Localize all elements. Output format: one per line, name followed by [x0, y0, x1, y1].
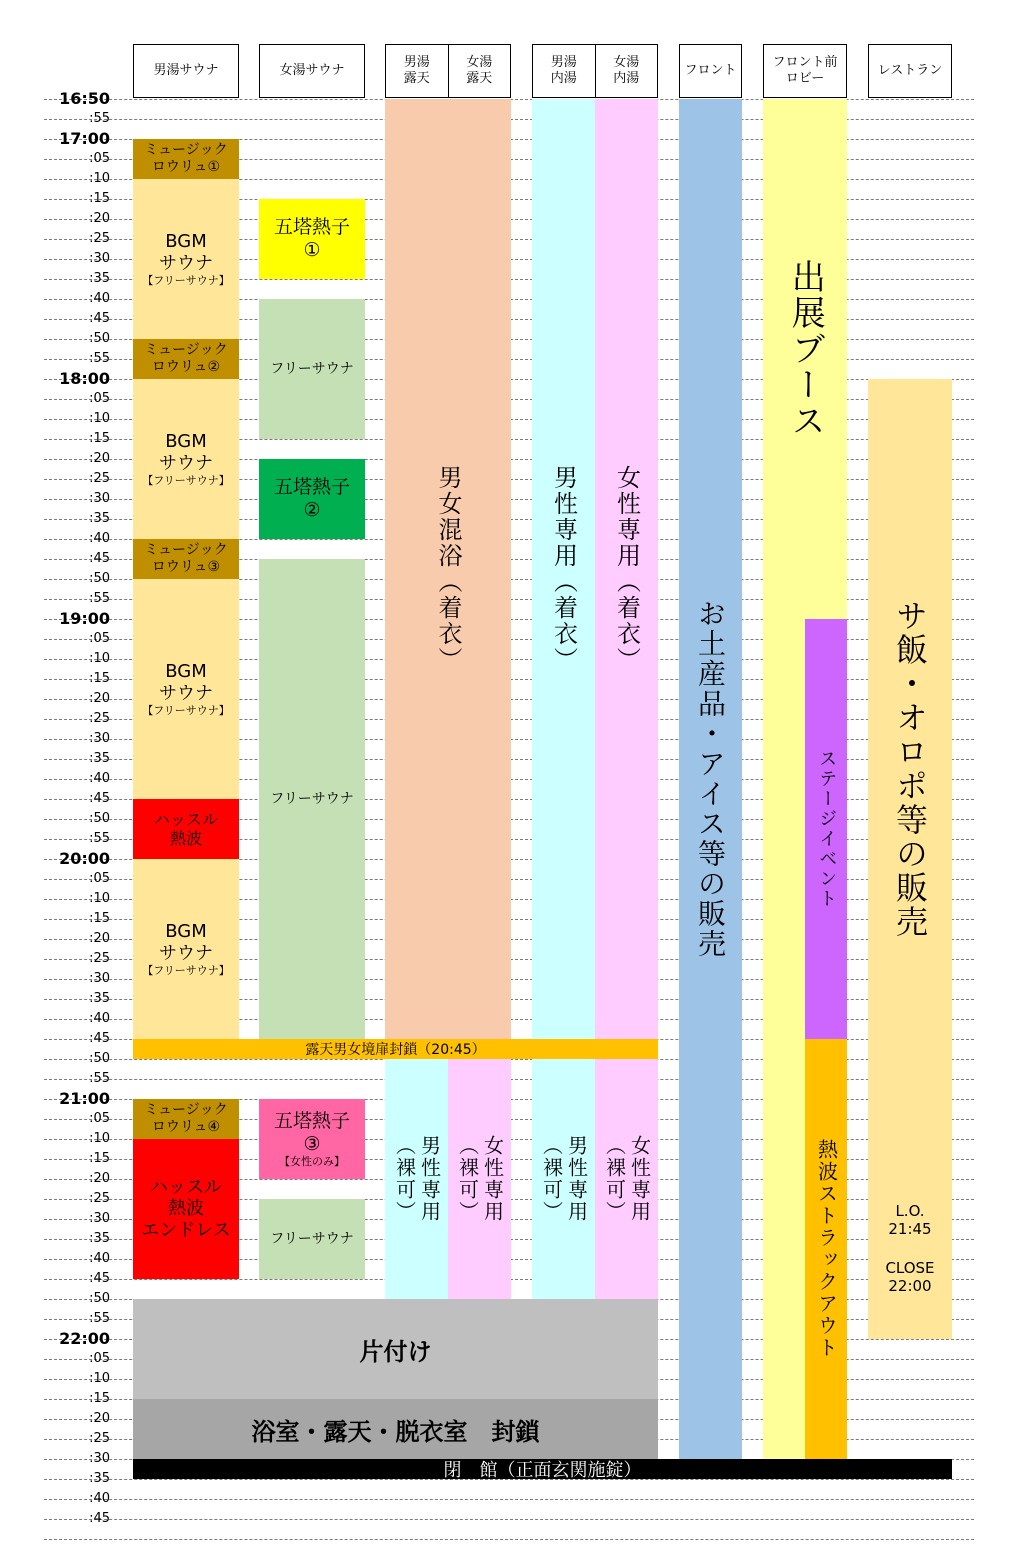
goto-nesshi-3-text: 五塔熱子 ③	[273, 1109, 350, 1155]
time-label: :55	[89, 111, 110, 126]
front-sales	[679, 99, 742, 1459]
music-roryu-3-label	[144, 542, 227, 576]
hustle-neppa	[133, 799, 239, 859]
free-sauna-w1-label	[270, 361, 353, 378]
time-label: :45	[89, 1031, 110, 1046]
time-label: :05	[89, 631, 110, 646]
time-label: :15	[89, 671, 110, 686]
time-label: :05	[89, 1351, 110, 1366]
time-label: :40	[89, 1251, 110, 1266]
time-label: :10	[89, 411, 110, 426]
restaurant-lo-note: L.O. 21:45	[888, 1202, 932, 1238]
outdoor-men-nude-text: 男性専用 （裸可）	[392, 1135, 442, 1223]
goto-nesshi-3	[259, 1099, 365, 1179]
outdoor-gate-lock-bar	[133, 1039, 658, 1059]
column-header-left: 男湯 内湯	[550, 55, 577, 86]
music-roryu-1-label	[144, 142, 227, 176]
music-roryu-2	[133, 339, 239, 379]
column-header: 女湯サウナ	[259, 44, 365, 98]
hustle-neppa-label	[154, 810, 218, 848]
time-label: :30	[89, 731, 110, 746]
indoor-women-nude-text: 女性専用 （裸可）	[602, 1135, 652, 1223]
time-label: :35	[89, 271, 110, 286]
time-label: :45	[89, 311, 110, 326]
closing-bar	[133, 1459, 952, 1479]
outdoor-women-nude-label	[455, 1135, 505, 1223]
restaurant-close-note: CLOSE 22:00	[885, 1259, 935, 1295]
free-sauna-w3-text: フリーサウナ	[270, 1230, 354, 1247]
time-label: 17:00	[59, 129, 110, 148]
time-label: :20	[89, 691, 110, 706]
hustle-neppa-endless-label	[141, 1177, 230, 1242]
music-roryu-3	[133, 539, 239, 579]
time-label: :20	[89, 931, 110, 946]
bgm-sauna-1	[133, 179, 239, 339]
stage-event-text: ステージイベント	[816, 749, 838, 909]
time-label: :45	[89, 791, 110, 806]
time-label: 22:00	[59, 1329, 110, 1348]
time-label: :25	[89, 231, 110, 246]
goto-nesshi-1	[259, 199, 365, 279]
column-header-left: 男湯 露天	[403, 55, 430, 86]
time-label: :40	[89, 771, 110, 786]
music-roryu-4	[133, 1099, 239, 1139]
bgm-sauna-4-sub: 【フリーサウナ】	[142, 964, 230, 978]
indoor-men-nude-text: 男性専用 （裸可）	[539, 1135, 589, 1223]
free-sauna-w3	[259, 1199, 365, 1279]
time-label: :50	[89, 331, 110, 346]
bgm-sauna-1-label	[142, 231, 230, 287]
column-header: フロント前 ロビー	[763, 44, 847, 98]
time-label: :20	[89, 1411, 110, 1426]
closing-bar-label: 閉 館（正面玄関施錠）	[443, 1460, 642, 1479]
time-label: :45	[89, 1271, 110, 1286]
bgm-sauna-1-sub: 【フリーサウナ】	[142, 274, 230, 288]
restaurant-sales-label	[890, 379, 930, 939]
time-label: :10	[89, 1371, 110, 1386]
time-label: :20	[89, 1171, 110, 1186]
column-header-right: 女湯 内湯	[595, 45, 658, 97]
free-sauna-w2-text: フリーサウナ	[270, 790, 354, 807]
bgm-sauna-4-label	[142, 921, 230, 977]
column-header	[385, 44, 511, 98]
restaurant-sales-text: サ飯・オロポ等の販売	[891, 599, 929, 939]
neppa-struck-out	[805, 1039, 847, 1459]
bgm-sauna-3-label	[142, 661, 230, 717]
exhibit-booth-text: 出展ブース	[785, 259, 826, 439]
goto-nesshi-2	[259, 459, 365, 539]
time-label: :10	[89, 891, 110, 906]
indoor-men-nude-label	[539, 1135, 589, 1223]
time-label: :05	[89, 871, 110, 886]
bgm-sauna-2	[133, 379, 239, 539]
free-sauna-w2-label	[270, 791, 353, 808]
neppa-struck-out-label	[814, 1139, 839, 1359]
cleanup-block-label: 片付け	[359, 1337, 432, 1366]
time-label: :15	[89, 431, 110, 446]
time-label: :10	[89, 1131, 110, 1146]
bgm-sauna-2-sub: 【フリーサウナ】	[142, 474, 230, 488]
goto-nesshi-3-sub: 【女性のみ】	[278, 1155, 345, 1169]
time-label: :55	[89, 591, 110, 606]
time-label: :45	[89, 1511, 110, 1526]
bgm-sauna-2-label	[142, 431, 230, 487]
time-label: :35	[89, 1471, 110, 1486]
time-label: :50	[89, 811, 110, 826]
indoor-women-clothed-text: 女性専用（着衣）	[612, 465, 641, 673]
time-label: :30	[89, 1211, 110, 1226]
grid-line	[44, 1539, 974, 1540]
bgm-sauna-3	[133, 579, 239, 799]
bgm-sauna-1-text: BGM サウナ	[159, 230, 213, 274]
indoor-men-nude	[532, 1059, 595, 1299]
stage-event	[805, 619, 847, 1039]
grid-line	[44, 1479, 974, 1480]
column-header	[532, 44, 658, 98]
outdoor-women-nude-text: 女性専用 （裸可）	[455, 1135, 505, 1223]
bgm-sauna-3-sub: 【フリーサウナ】	[142, 704, 230, 718]
time-label: :20	[89, 211, 110, 226]
mixed-bathing-text: 男女混浴（着衣）	[434, 465, 462, 673]
time-label: :40	[89, 1011, 110, 1026]
time-label: :35	[89, 751, 110, 766]
time-label: :15	[89, 911, 110, 926]
exhibit-booth-label	[784, 99, 827, 439]
music-roryu-3-text: ミュージック ロウリュ③	[144, 542, 228, 575]
goto-nesshi-2-label	[274, 476, 350, 522]
column-header-right: 女湯 露天	[448, 45, 511, 97]
mixed-bathing-label	[433, 465, 463, 673]
time-label: :25	[89, 471, 110, 486]
time-label: 18:00	[59, 369, 110, 388]
mixed-bathing	[385, 99, 511, 1039]
time-label: 19:00	[59, 609, 110, 628]
time-label: :15	[89, 1391, 110, 1406]
outdoor-gate-lock-bar-label: 露天男女境扉封鎖（20:45）	[305, 1042, 486, 1058]
time-label: :05	[89, 391, 110, 406]
time-label: :25	[89, 1431, 110, 1446]
free-sauna-w1	[259, 299, 365, 439]
goto-nesshi-2-text: 五塔熱子 ②	[273, 476, 350, 521]
time-label: :55	[89, 1071, 110, 1086]
bgm-sauna-4	[133, 859, 239, 1039]
bgm-sauna-2-text: BGM サウナ	[159, 430, 213, 474]
bgm-sauna-3-text: BGM サウナ	[159, 660, 213, 704]
column-header: レストラン	[868, 44, 952, 98]
music-roryu-1	[133, 139, 239, 179]
time-label: :45	[89, 551, 110, 566]
time-label: :55	[89, 831, 110, 846]
time-label: :05	[89, 1111, 110, 1126]
time-label: :35	[89, 1231, 110, 1246]
front-sales-text: お土産品・アイス等の販売	[694, 599, 727, 959]
time-label: :40	[89, 531, 110, 546]
indoor-men-clothed-label	[549, 465, 579, 673]
time-label: :55	[89, 1311, 110, 1326]
goto-nesshi-3-label	[274, 1110, 350, 1169]
time-label: :55	[89, 351, 110, 366]
music-roryu-4-text: ミュージック ロウリュ④	[144, 1102, 228, 1135]
front-sales-label	[693, 599, 728, 959]
outdoor-men-nude-label	[392, 1135, 442, 1223]
time-label: :50	[89, 1051, 110, 1066]
indoor-women-nude	[595, 1059, 658, 1299]
neppa-struck-out-text: 熱波ストラックアウト	[814, 1139, 839, 1359]
time-label: :15	[89, 1151, 110, 1166]
outdoor-women-nude	[448, 1059, 511, 1299]
music-roryu-2-label	[144, 342, 227, 376]
goto-nesshi-1-text: 五塔熱子 ①	[273, 216, 350, 261]
time-label: :50	[89, 1291, 110, 1306]
hustle-neppa-endless	[133, 1139, 239, 1279]
indoor-women-clothed	[595, 99, 658, 1039]
bgm-sauna-4-text: BGM サウナ	[159, 920, 213, 964]
bath-closure-block	[133, 1399, 658, 1459]
time-label: :30	[89, 1451, 110, 1466]
indoor-women-nude-label	[602, 1135, 652, 1223]
time-label: :10	[89, 171, 110, 186]
free-sauna-w3-label	[270, 1231, 353, 1248]
cleanup-block	[133, 1299, 658, 1399]
time-label: :05	[89, 151, 110, 166]
time-label: :35	[89, 511, 110, 526]
free-sauna-w1-text: フリーサウナ	[270, 360, 354, 377]
time-label: :30	[89, 251, 110, 266]
free-sauna-w2	[259, 559, 365, 1039]
music-roryu-1-text: ミュージック ロウリュ①	[144, 142, 228, 175]
indoor-men-clothed	[532, 99, 595, 1039]
time-label: :30	[89, 971, 110, 986]
hustle-neppa-text: ハッスル 熱波	[153, 809, 218, 848]
time-label: :50	[89, 571, 110, 586]
goto-nesshi-1-label	[274, 216, 350, 262]
column-header: 男湯サウナ	[133, 44, 239, 98]
music-roryu-4-label	[144, 1102, 227, 1136]
stage-event-label	[815, 749, 838, 909]
time-label: :35	[89, 991, 110, 1006]
time-label: :25	[89, 1191, 110, 1206]
outdoor-men-nude	[385, 1059, 448, 1299]
grid-line	[44, 1499, 974, 1500]
time-label: :20	[89, 451, 110, 466]
time-label: 20:00	[59, 849, 110, 868]
time-label: 16:50	[59, 89, 110, 108]
indoor-women-clothed-label	[612, 465, 642, 673]
time-label: :25	[89, 711, 110, 726]
time-label: :10	[89, 651, 110, 666]
time-label: :40	[89, 291, 110, 306]
bath-closure-block-label: 浴室・露天・脱衣室 封鎖	[251, 1417, 540, 1446]
indoor-men-clothed-text: 男性専用（着衣）	[549, 465, 578, 673]
column-header: フロント	[679, 44, 742, 98]
hustle-neppa-endless-text: ハッスル 熱波 エンドレス	[141, 1176, 231, 1241]
time-label: :25	[89, 951, 110, 966]
time-label: :30	[89, 491, 110, 506]
music-roryu-2-text: ミュージック ロウリュ②	[144, 342, 228, 375]
restaurant-sales	[868, 379, 952, 1339]
time-label: 21:00	[59, 1089, 110, 1108]
time-label: :40	[89, 1491, 110, 1506]
time-label: :15	[89, 191, 110, 206]
grid-line	[44, 1519, 974, 1520]
